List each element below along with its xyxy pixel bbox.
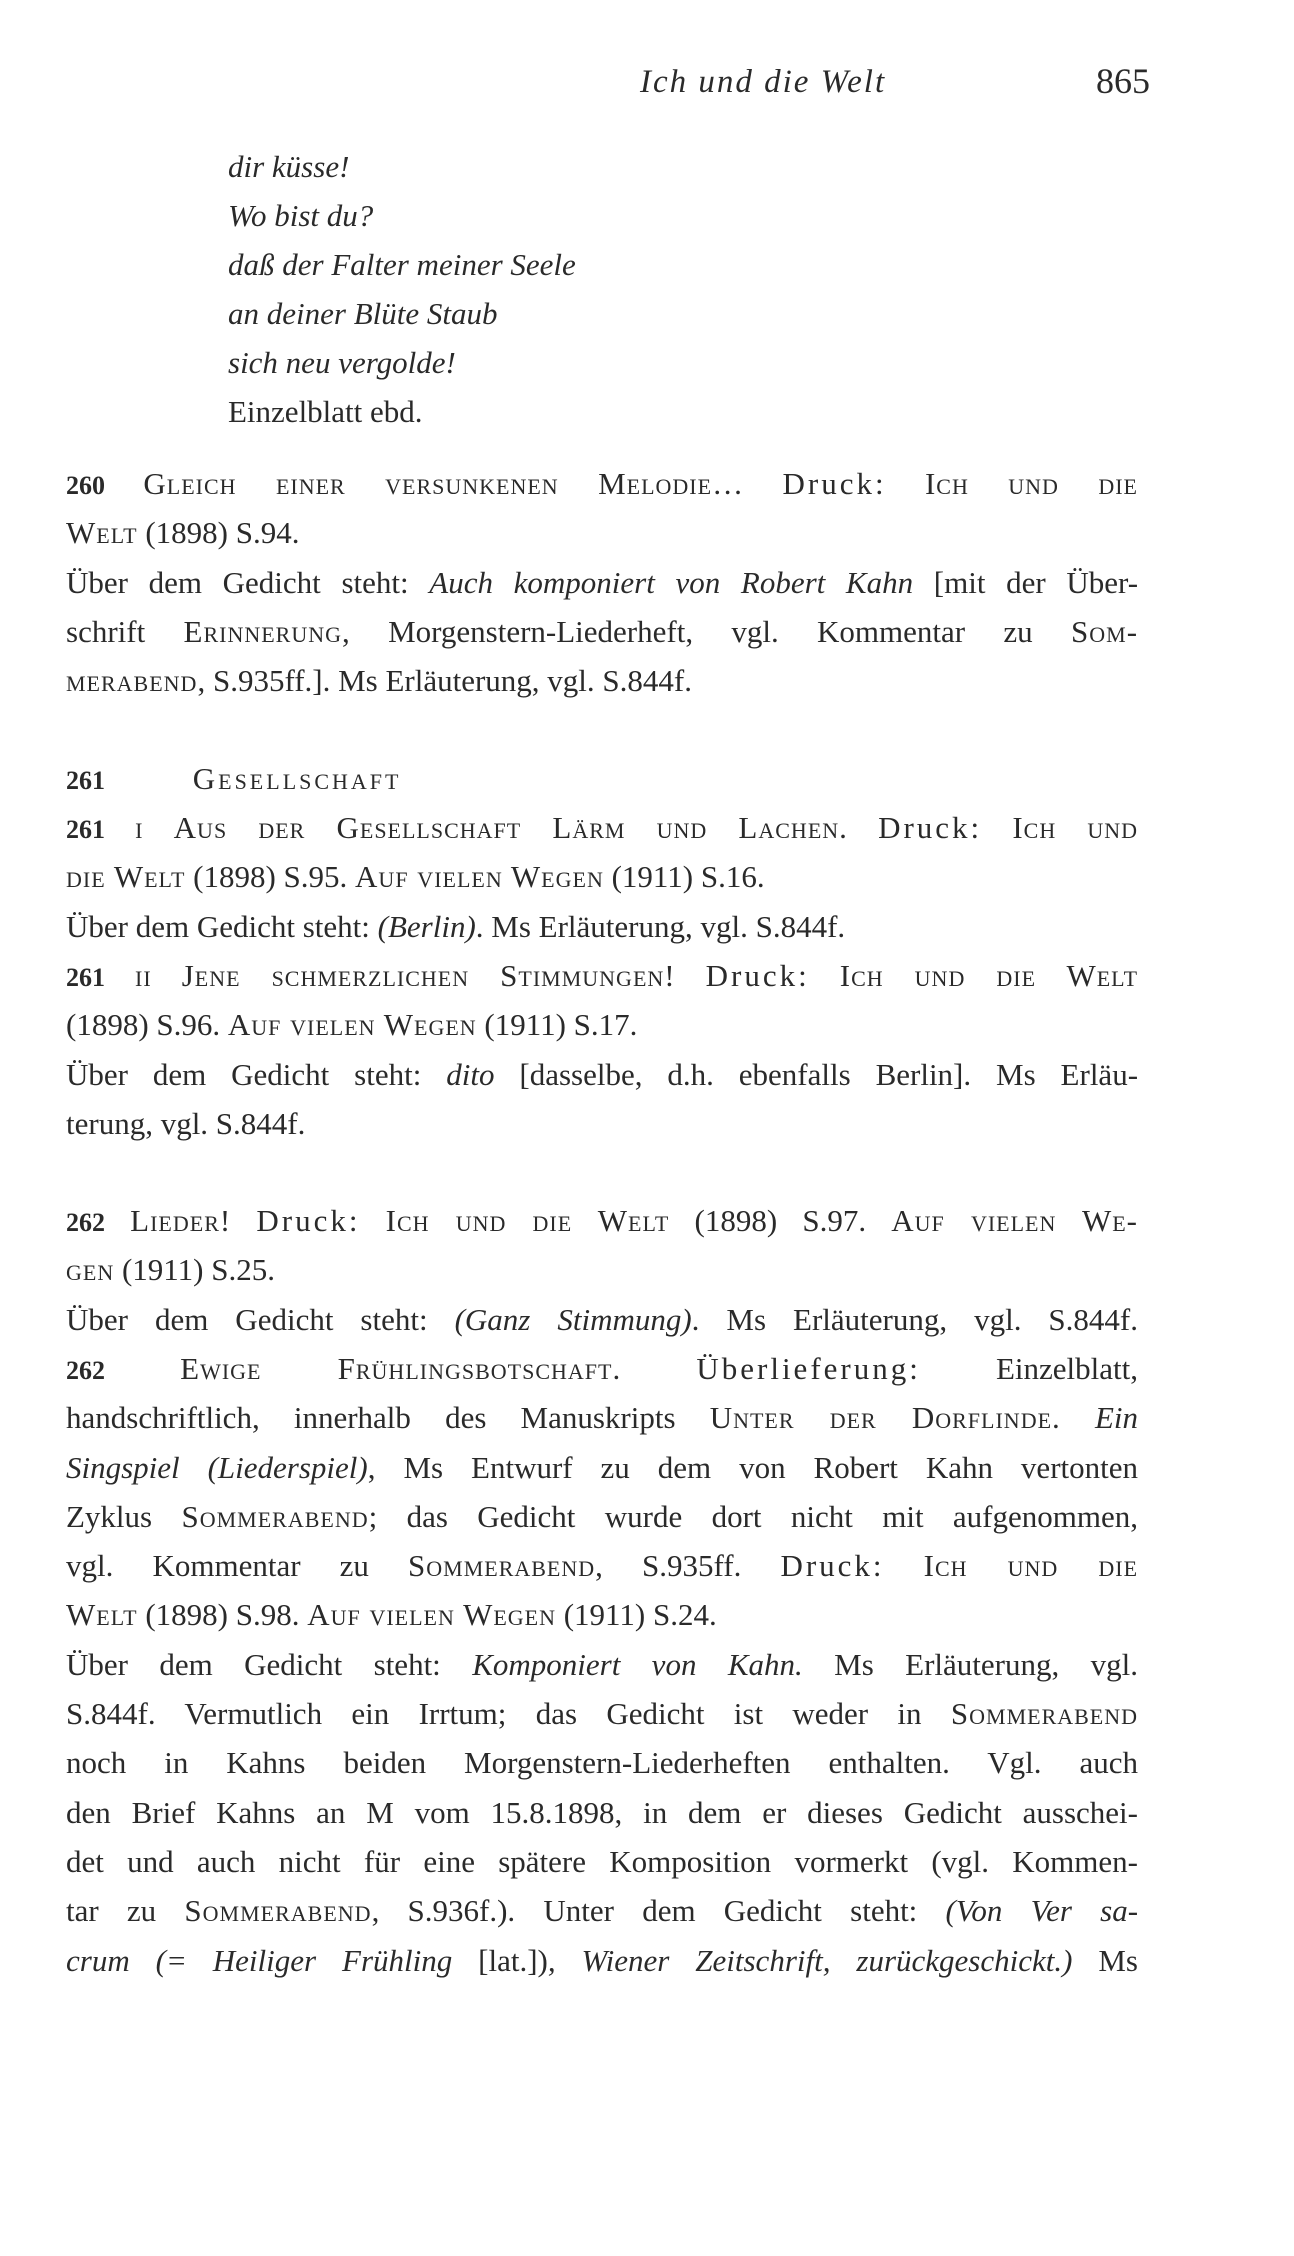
cycle-title: Som- [1071, 613, 1139, 649]
entry-number: 260 [66, 471, 105, 500]
cycle-title: Sommerabend [950, 1696, 1139, 1732]
poem-title: Gesellschaft [192, 761, 402, 796]
entry-line [66, 1590, 1138, 1639]
entry-line [66, 1393, 1138, 1442]
entry-262-fruehlingsbotschaft [66, 1344, 1138, 1985]
entry-line [66, 1492, 1138, 1541]
reference: (1911) S.24. [563, 1597, 717, 1633]
quoted-text: crum (= Heiliger Frühling [66, 1942, 453, 1978]
entry-line [66, 1099, 1138, 1148]
note-text: , S.935ff. [595, 1548, 742, 1584]
book-title: die Welt [66, 859, 186, 895]
poem-title: Aus der Gesellschaft Lärm und Lachen. [173, 810, 848, 845]
entry-line [66, 1245, 1138, 1294]
note-text: schrift [66, 613, 146, 649]
cycle-title: Sommerabend [408, 1548, 596, 1584]
page-number: 865 [1096, 61, 1150, 101]
entry-261-i [66, 803, 1138, 951]
entry-line [66, 1443, 1138, 1492]
quoted-text: Ein [1094, 1400, 1138, 1436]
quoted-text: (Berlin) [377, 908, 476, 944]
book-title: Auf vielen We- [891, 1203, 1138, 1238]
note-text: , Morgenstern-Liederheft, vgl. Kommentar zu [342, 613, 1033, 649]
reference: (1898) S.98. [145, 1597, 300, 1633]
note-text: [dasselbe, d.h. ebenfalls Berlin]. Ms Erläu- [519, 1056, 1139, 1092]
book-title: Welt [66, 515, 138, 551]
entry-line [66, 1788, 1138, 1837]
book-title: Ich und die [923, 1548, 1139, 1584]
note-text: vgl. Kommentar zu [66, 1548, 369, 1584]
book-title: Ich und die Welt [839, 958, 1139, 993]
druck-label: Druck: [705, 958, 810, 993]
entry-line [66, 1344, 1138, 1393]
poem-line: an deiner Blüte Staub [228, 296, 498, 331]
entry-line [66, 1886, 1138, 1935]
entry-number: 262 [66, 1208, 105, 1237]
reference: (1898) S.95. [193, 859, 348, 895]
running-head [640, 56, 1150, 116]
entry-261 [66, 754, 1138, 803]
ueberlieferung-label: Überlieferung: [696, 1351, 921, 1386]
cycle-title: Sommerabend [181, 1498, 369, 1534]
druck-label: Druck: [782, 466, 887, 501]
entry-number: 261 [66, 766, 105, 795]
note-text: , S.936f.). Unter dem Gedicht steht: [371, 1893, 918, 1929]
note-text: noch in Kahns beiden Morgenstern-Liederheften enthalten. Vgl. auch [66, 1745, 1138, 1781]
entry-line [66, 1196, 1138, 1245]
note-text: Über dem Gedicht steht: [66, 564, 409, 600]
entry-line [66, 459, 1138, 508]
book-title: Auf vielen Wegen [355, 859, 604, 895]
book-title: Ich und die [924, 466, 1138, 501]
quoted-text: (Von Ver sa- [945, 1893, 1139, 1929]
poem-title: Lieder! [130, 1203, 232, 1238]
entry-line [66, 1050, 1138, 1099]
entry-line [66, 1541, 1138, 1590]
poem-line: daß der Falter meiner Seele [228, 247, 576, 282]
reference: (1898) S.96. [66, 1007, 221, 1043]
note-text: tar zu [66, 1893, 157, 1929]
note-text: . Ms Erläuterung, vgl. S.844f. [475, 908, 846, 944]
entry-line [66, 1837, 1138, 1886]
note-text: Einzelblatt, [995, 1351, 1139, 1386]
note-text: , S.935ff.]. Ms Erläuterung, vgl. S.844f. [197, 663, 692, 699]
note-text: Über dem Gedicht steht: [66, 1301, 428, 1337]
poem-title: Jene schmerzlichen Stimmungen! [181, 958, 676, 993]
quoted-text: (Ganz Stimmung) [454, 1301, 692, 1337]
entry-line [66, 1936, 1138, 1985]
quoted-text: , Wiener Zeitschrift, zurückgeschickt.) [547, 1942, 1073, 1978]
note-text: Ms [1098, 1942, 1138, 1978]
poem-line: Wo bist du? [228, 198, 374, 233]
reference: (1898) S.97. [694, 1203, 867, 1238]
quoted-text: Singspiel (Liederspiel) [66, 1449, 368, 1485]
note-text: Ms Erläuterung, vgl. [834, 1646, 1138, 1682]
reference: (1911) S.16. [611, 859, 765, 895]
book-title: Ich und die Welt [385, 1203, 670, 1238]
cycle-title: Sommerabend [184, 1893, 372, 1929]
entry-261-ii [66, 951, 1138, 1148]
entry-number: 261 [66, 963, 105, 992]
song-title: Erinnerung [183, 613, 343, 649]
manuscript-title: Unter der Dorflinde. [709, 1400, 1061, 1436]
druck-label: Druck: [878, 810, 983, 845]
entry-number: 261 [66, 815, 105, 844]
note-text: Zyklus [66, 1498, 153, 1534]
note-text: , Ms Entwurf zu dem von Robert Kahn vertonten [367, 1449, 1138, 1485]
entry-line [66, 1640, 1138, 1689]
entry-line [66, 803, 1138, 852]
entry-262-lieder [66, 1196, 1138, 1344]
entry-line [66, 852, 1138, 901]
entry-line [66, 1000, 1138, 1049]
entry-line [66, 902, 1138, 951]
part-numeral: ii [135, 958, 152, 993]
running-title: Ich und die Welt [640, 64, 887, 100]
cycle-title: merabend [66, 663, 198, 699]
book-title: Auf vielen Wegen [227, 1007, 477, 1043]
reference: (1911) S.25. [121, 1252, 275, 1288]
poem-excerpt [228, 142, 576, 436]
quoted-text: Komponiert von Kahn. [472, 1646, 803, 1682]
book-title: Welt [66, 1597, 138, 1633]
note-text: . Ms Erläuterung, vgl. S.844f. [691, 1301, 1138, 1337]
poem-line: sich neu vergolde! [228, 345, 456, 380]
poem-line: dir küsse! [228, 149, 350, 184]
note-text: det und auch nicht für eine spätere Komposition vormerkt (vgl. Kommen- [66, 1843, 1138, 1879]
book-title: Ich und [1012, 810, 1139, 845]
note-text: [lat.]) [478, 1942, 548, 1978]
note-text: [mit der Über- [933, 564, 1139, 600]
book-title: gen [66, 1252, 115, 1288]
entry-line [66, 951, 1138, 1000]
note-text: terung, vgl. S.844f. [66, 1105, 306, 1141]
entry-number: 262 [66, 1356, 105, 1385]
entry-260 [66, 459, 1138, 705]
druck-label: Druck: [256, 1203, 361, 1238]
entry-line [66, 607, 1138, 656]
entry-line [66, 1738, 1138, 1787]
druck-label: Druck: [780, 1548, 885, 1584]
note-text: Über dem Gedicht steht: [66, 1646, 441, 1682]
poem-title: Ewige Frühlingsbotschaft. [180, 1351, 622, 1386]
part-numeral: i [135, 810, 144, 845]
note-text: den Brief Kahns an M vom 15.8.1898, in dem er dieses Gedicht ausschei- [66, 1794, 1138, 1830]
entry-line [66, 558, 1138, 607]
reference: (1898) S.94. [145, 515, 300, 551]
entry-line [66, 754, 1138, 803]
quoted-text: Auch komponiert von Robert Kahn [429, 564, 914, 600]
note-text: Über dem Gedicht steht: [66, 908, 370, 944]
entry-line [66, 656, 1138, 705]
poem-title: Gleich einer versunkenen Melodie… [143, 466, 745, 501]
note-text: S.844f. Vermutlich ein Irrtum; das Gedicht ist weder in [66, 1696, 922, 1732]
entry-line [66, 1295, 1138, 1344]
poem-source: Einzelblatt ebd. [228, 394, 423, 429]
note-text: handschriftlich, innerhalb des Manuskripts [66, 1400, 676, 1436]
note-text: Über dem Gedicht steht: [66, 1056, 422, 1092]
note-text: ; das Gedicht wurde dort nicht mit aufgenommen, [368, 1498, 1138, 1534]
entry-line [66, 508, 1138, 557]
quoted-text: dito [446, 1056, 495, 1092]
reference: (1911) S.17. [484, 1007, 638, 1043]
entry-line [66, 1689, 1138, 1738]
book-title: Auf vielen Wegen [307, 1597, 556, 1633]
